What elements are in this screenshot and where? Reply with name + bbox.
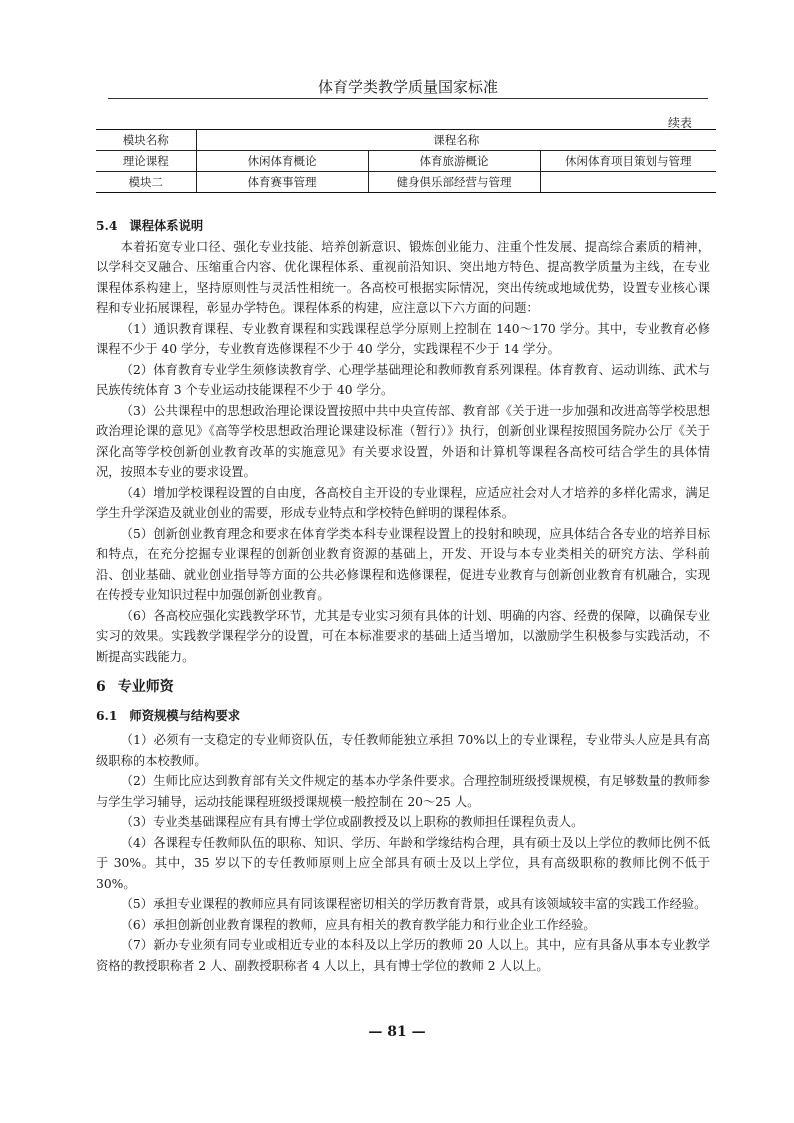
running-header: 体育学类教学质量国家标准 [317,78,498,96]
table-cell: 体育赛事管理 [196,172,368,193]
paragraph: （5）承担专业课程的教师应具有同该课程密切相关的学历教育背景，或具有该领域较丰富的实践工作经验。 [120,897,707,911]
paragraph: （3）专业类基础课程应有具有博士学位或副教授及以上职称的教师担任课程负责人。 [120,815,584,829]
section-number: 6 [96,679,106,695]
paragraph: （5）创新创业教育理念和要求在体育学类本科专业课程设置上的投射和映现，应具体结合各专业的培养目标和特点，在充分挖掘专业课程的创新创业教育资源的基础上，开发、开设与本专业类相关的研究方法、学科前沿、创业基础、就业创业指导等方面的公共必修课程和选修课程，促进专业教育与创新创业教育有机融合，实现在传授专业知识过程中加强创新创业教育。 [96,526,710,602]
body-content [96,216,710,976]
paragraph: （7）新办专业须有同专业或相近专业的本科及以上学历的教师 20 人以上。其中，应有具备从事本专业教学资格的教授职称者 2 人、副教授职称者 4 人以上，具有博士学位的教师 2 人以上。 [96,938,710,973]
paragraph: （3）公共课程中的思想政治理论课设置按照中共中央宣传部、教育部《关于进一步加强和改进高等学校思想政治理论课的意见》《高等学校思想政治理论课建设标准（暂行）》执行，创新创业课程按照国务院办公厅《关于深化高等学校创新创业教育改革的实施意见》有关要求设置，外语和计算机等课程各高校可结合学生的具体情况，按照本专业的要求设置。 [96,403,710,479]
table-cell-module: 模块二 [96,172,196,193]
table-cell [540,172,716,193]
table-cell-module: 理论课程 [96,151,196,172]
paragraph: （6）承担创新创业教育课程的教师，应具有相关的教育教学能力和行业企业工作经验。 [120,917,596,932]
table-header-course: 课程名称 [196,130,716,151]
section-number: 6.1 [96,707,118,723]
page-number: — 81 — [368,1024,426,1040]
section-title: 师资规模与结构要求 [129,707,241,723]
table-row [96,151,716,172]
table-header-row [96,130,716,151]
paragraph: （4）增加学校课程设置的自由度，各高校自主开设的专业课程，应适应社会对人才培养的多样化需求，满足学生升学深造及就业创业的需要，形成专业特点和学校特色鲜明的课程体系。 [96,485,710,520]
table-header-module: 模块名称 [96,130,196,151]
paragraph: 本着拓宽专业口径、强化专业技能、培养创新意识、锻炼创业能力、注重个性发展、提高综合素质的精神，以学科交叉融合、压缩重合内容、优化课程体系、重视前沿知识、突出地方特色、提高教学质量为主线，在专业课程体系构建上，坚持原则性与灵活性相统一。各高校可根据实际情况，突出传统或地域优势，设置专业核心课程和专业拓展课程，彰显办学特色。课程体系的构建，应注意以下六方面的问题： [96,239,710,315]
header-rule [108,98,708,99]
section-title: 专业师资 [117,679,174,695]
table-cell: 体育旅游概论 [368,151,540,172]
section-number: 5.4 [96,218,118,233]
paragraph: （1）必须有一支稳定的专业师资队伍，专任教师能独立承担 70%以上的专业课程，专业带头人应是具有高级职称的本校教师。 [96,733,710,768]
paragraph: （6）各高校应强化实践教学环节，尤其是专业实习须有具体的计划、明确的内容、经费的保障，以确保专业实习的效果。实践教学课程学分的设置，可在本标准要求的基础上适当增加，以激励学生积极参与实践活动，不断提高实践能力。 [96,608,710,664]
section-6-heading [96,677,710,698]
section-5-4-heading [96,216,710,237]
paragraph: （2）体育教育专业学生须修读教育学、心理学基础理论和教师教育系列课程。体育教育、运动训练、武术与民族传统体育 3 个专业运动技能课程不少于 40 学分。 [96,362,710,397]
section-6-1-heading [96,706,710,727]
table-row [96,172,716,193]
table-cell: 健身俱乐部经营与管理 [368,172,540,193]
table-cell: 休闲体育概论 [196,151,368,172]
paragraph: （2）生师比应达到教育部有关文件规定的基本办学条件要求。合理控制班级授课规模，有足够数量的教师参与学生学习辅导，运动技能课程班级授课规模一般控制在 20～25 人。 [96,774,710,809]
paragraph: （4）各课程专任教师队伍的职称、知识、学历、年龄和学缘结构合理，具有硕士及以上学位的教师比例不低于 30%。其中，35 岁以下的专任教师原则上应全部具有硕士及以上学位，具有高级职称的教师比例不低于 30%。 [96,835,710,891]
section-title: 课程体系说明 [129,218,204,233]
course-module-table [96,129,716,193]
paragraph: （1）通识教育课程、专业教育课程和实践课程总学分原则上控制在 140～170 学分。其中，专业教育必修课程不少于 40 学分，专业教育选修课程不少于 40 学分，实践课程不少于 14 学分。 [96,321,710,356]
table-cell: 休闲体育项目策划与管理 [540,151,716,172]
continued-label: 续表 [668,116,693,130]
